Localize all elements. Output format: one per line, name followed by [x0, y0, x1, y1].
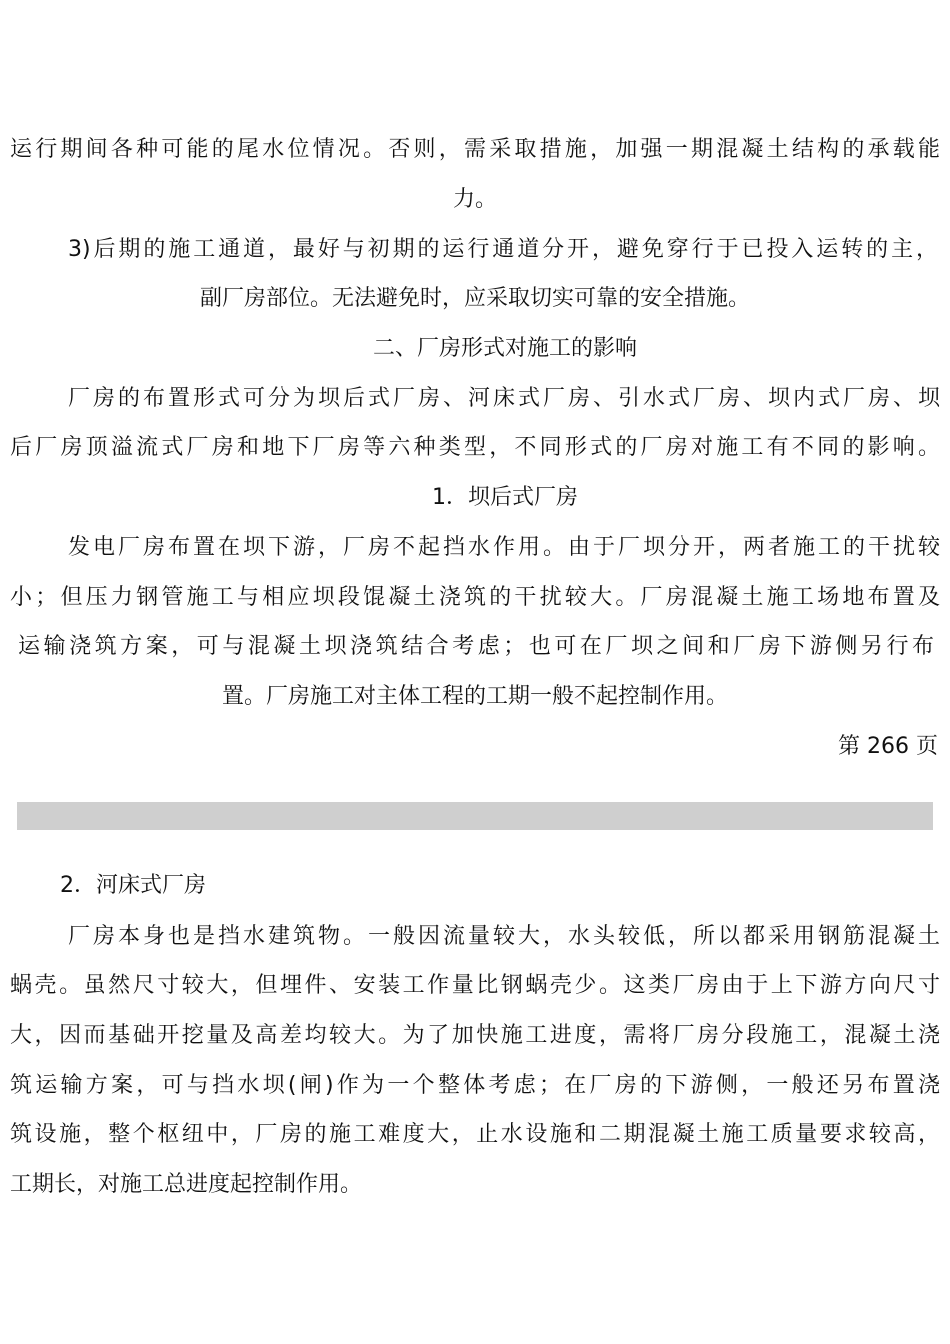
- paragraph-line: 工期长，对施工总进度起控制作用。: [10, 1172, 363, 1197]
- paragraph-line: 置。厂房施工对主体工程的工期一般不起控制作用。: [221, 684, 728, 709]
- paragraph-line: 副厂房部位。无法避免时，应采取切实可靠的安全措施。: [199, 286, 750, 311]
- paragraph-line: 运输浇筑方案，可与混凝土坝浇筑结合考虑；也可在厂坝之间和厂房下游侧另行布: [18, 634, 934, 659]
- paragraph-line: 运行期间各种可能的尾水位情况。否则，需采取措施，加强一期混凝土结构的承载能: [10, 137, 940, 162]
- page-number: 第 266 页: [838, 734, 938, 759]
- paragraph-line: 后厂房顶溢流式厂房和地下厂房等六种类型，不同形式的厂房对施工有不同的影响。: [10, 435, 940, 460]
- page-separator: [17, 802, 933, 830]
- paragraph-line: 3)后期的施工通道，最好与初期的运行通道分开，避免穿行于已投入运转的主，: [68, 237, 938, 262]
- paragraph-line: 筑设施，整个枢纽中，厂房的施工难度大，止水设施和二期混凝土施工质量要求较高，: [10, 1122, 940, 1147]
- subsection-heading: 2．河床式厂房: [60, 873, 206, 898]
- subsection-heading: 1．坝后式厂房: [432, 485, 578, 510]
- paragraph-line: 厂房本身也是挡水建筑物。一般因流量较大，水头较低，所以都采用钢筋混凝土: [68, 924, 940, 949]
- paragraph-line: 厂房的布置形式可分为坝后式厂房、河床式厂房、引水式厂房、坝内式厂房、坝: [68, 386, 940, 411]
- paragraph-line: 力。: [452, 187, 497, 212]
- section-heading: 二、厂房形式对施工的影响: [372, 336, 637, 361]
- paragraph-line: 筑运输方案，可与挡水坝(闸)作为一个整体考虑；在厂房的下游侧，一般还另布置浇: [10, 1073, 940, 1098]
- paragraph-line: 小；但压力钢管施工与相应坝段馄凝土浇筑的干扰较大。厂房混凝土施工场地布置及: [10, 585, 940, 610]
- paragraph-line: 大，因而基础开挖量及高差均较大。为了加快施工进度，需将厂房分段施工，混凝土浇: [10, 1023, 940, 1048]
- paragraph-line: 发电厂房布置在坝下游，厂房不起挡水作用。由于厂坝分开，两者施工的干扰较: [68, 535, 940, 560]
- paragraph-line: 蜗壳。虽然尺寸较大，但埋件、安装工作量比钢蜗壳少。这类厂房由于上下游方向尺寸: [10, 973, 940, 998]
